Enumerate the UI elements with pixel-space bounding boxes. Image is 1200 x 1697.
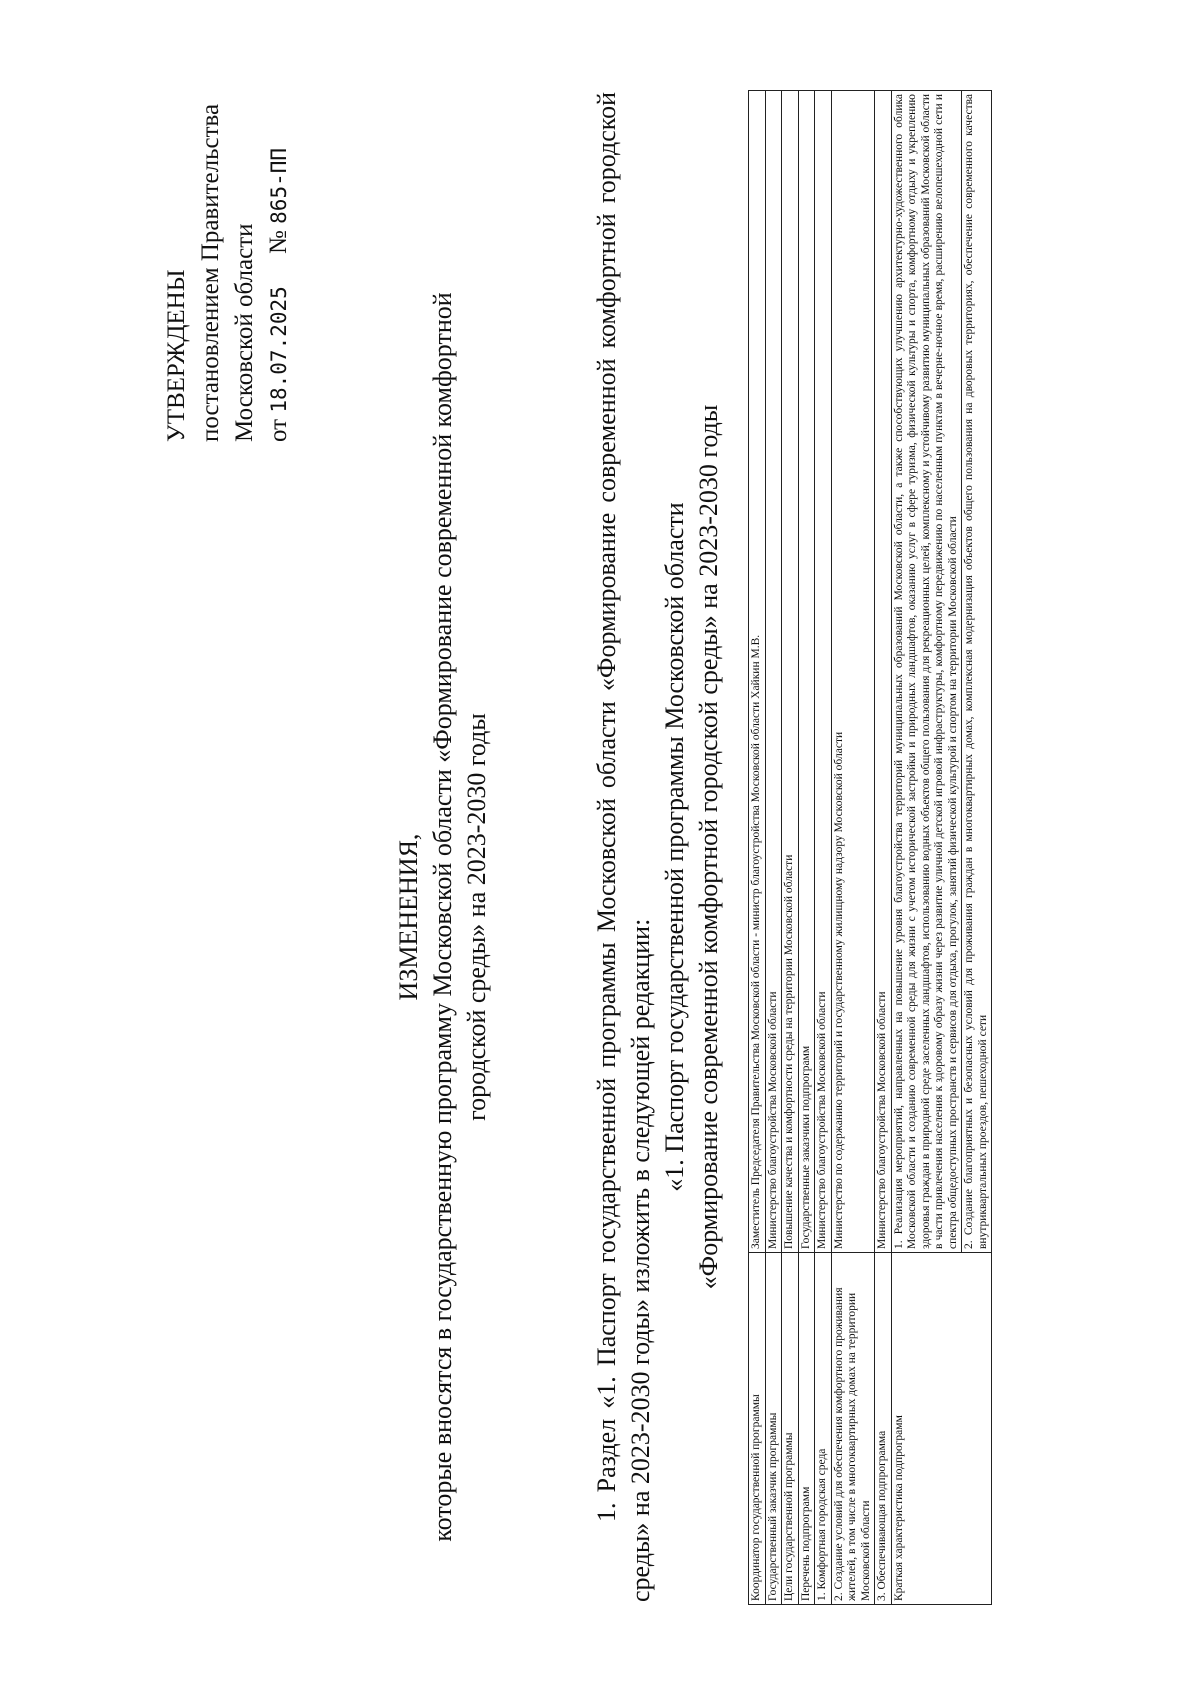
row-label: Краткая характеристика подпрограмм bbox=[891, 1253, 992, 1605]
table-row bbox=[782, 91, 799, 1605]
approval-date: 18.07.2025 bbox=[267, 286, 291, 413]
row-value: Заместитель Председателя Правительства Московской области - министр благоустройства Московской области Хайкин М.В. bbox=[749, 91, 766, 1253]
subprogram-1-description: 1. Реализация мероприятий, направленных на повышение уровня благоустройства территорий муниципальных образований Московской области, а также способствующих улучшению архитектурно-художественного облика Московской области и созданию современной среды для жизни с учетом исторической застройки и природных ландшафтов, оказанию услуг в сфере туризма, физической культуры и спорта, комфортному отдыху и укреплению здоровья граждан в природной среде заселенных ландшафтов, использованию водных объектов общего пользования для рекреационных целей, комплексному и устойчивому развитию муниципальных образований Московской области в части привлечения населения к здоровому образу жизни через развитие уличной детской игровой инфраструктуры, комфортному передвижению по населенным пунктам в вечерне-ночное время, расширению велопешеходной сети и спектра общедоступных пространств и сервисов для отдыха, прогулок, занятий физической культурой и спортом на территории Московской области bbox=[892, 94, 959, 1249]
passport-title-line-2: «Формирование современной комфортной городской среды» на 2023-2030 годы bbox=[694, 404, 723, 1290]
row-label: 3. Обеспечивающая подпрограмма bbox=[875, 1253, 892, 1605]
row-label: 1. Комфортная городская среда bbox=[815, 1253, 832, 1605]
row-label: Перечень подпрограмм bbox=[798, 1253, 815, 1605]
row-label: Цели государственной программы bbox=[782, 1253, 799, 1605]
row-value: Министерство благоустройства Московской области bbox=[765, 91, 782, 1253]
table-row bbox=[891, 91, 962, 1605]
row-value bbox=[891, 91, 962, 1253]
row-label: Координатор государственной программы bbox=[749, 1253, 766, 1605]
table-row bbox=[875, 91, 892, 1605]
row-label: 2. Создание условий для обеспечения комфортного проживания жителей, в том числе в многоквартирных домах на территории Московской области bbox=[831, 1253, 875, 1605]
passport-table bbox=[748, 90, 992, 1605]
passport-title-line-1: «1. Паспорт государственной программы Московской области bbox=[660, 502, 689, 1192]
row-value bbox=[962, 91, 992, 1253]
row-value: Повышение качества и комфортности среды на территории Московской области bbox=[782, 91, 799, 1253]
document-title bbox=[392, 277, 494, 1557]
approval-line-3: Московской области bbox=[231, 223, 258, 442]
approval-line-1: УТВЕРЖДЕНЫ bbox=[163, 269, 190, 442]
approval-block bbox=[160, 42, 296, 442]
section-paragraph: 1. Раздел «1. Паспорт государственной программы Московской области «Формирование современной комфортной городской среды» на 2023-2030 годы» изложить в следующей редакции: bbox=[592, 92, 655, 1602]
title-line-2: городской среды» на 2023-2030 годы bbox=[462, 713, 491, 1121]
row-value: Министерство по содержанию территорий и государственному жилищному надзору Московской области bbox=[831, 91, 875, 1253]
subprogram-2-description: 2. Создание благоприятных и безопасных условий для проживания граждан в многоквартирных домах, комплексная модернизация объектов общего пользования на дворовых территориях, обеспечение современного качества внутриквартальных проездов, пешеходной сети bbox=[963, 94, 989, 1249]
title-heading: ИЗМЕНЕНИЯ, bbox=[394, 833, 423, 1001]
table-row bbox=[815, 91, 832, 1605]
date-prefix: от bbox=[265, 418, 292, 442]
table-row bbox=[831, 91, 875, 1605]
row-value: Министерство благоустройства Московской области bbox=[875, 91, 892, 1253]
approval-number: 865-ПП bbox=[267, 147, 291, 224]
approval-line-2: постановлением Правительства bbox=[197, 103, 224, 442]
title-line-1: которые вносятся в государственную программу Московской области «Формирование современной комфортной bbox=[428, 292, 457, 1542]
row-value: Министерство благоустройства Московской области bbox=[815, 91, 832, 1253]
table-row bbox=[765, 91, 782, 1605]
table-row bbox=[798, 91, 815, 1605]
approval-date-line bbox=[262, 42, 296, 442]
number-prefix: № bbox=[265, 230, 292, 254]
table-row bbox=[749, 91, 766, 1605]
row-value: Государственные заказчики подпрограмм bbox=[798, 91, 815, 1253]
row-label: Государственный заказчик программы bbox=[765, 1253, 782, 1605]
